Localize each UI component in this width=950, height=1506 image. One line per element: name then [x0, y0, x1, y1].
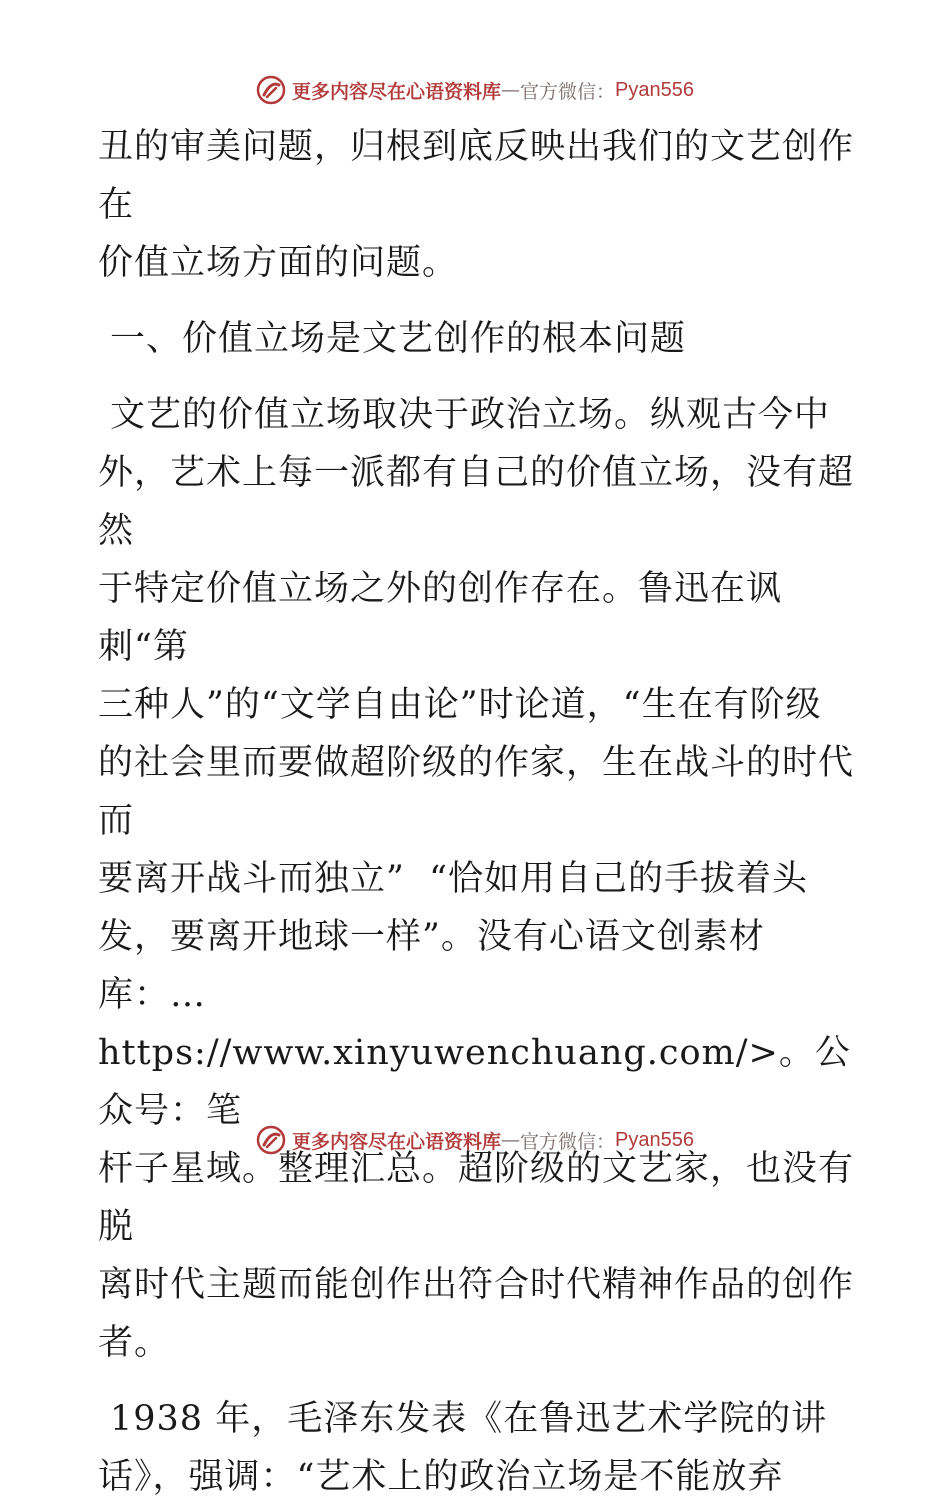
banner-wechat-label: 官方微信：	[520, 1130, 616, 1153]
banner-slogan: 更多内容尽在心语资料库	[292, 80, 502, 103]
paragraph-1	[98, 118, 858, 292]
banner-wechat-label: 官方微信：	[520, 80, 616, 103]
text-line: 的社会里而要做超阶级的作家，生在战斗的时代而	[98, 743, 855, 841]
text-line: 发，要离开地球一样”。没有心语文创素材库：…	[98, 917, 765, 1015]
text-line: 杆子星域。整理汇总。超阶级的文艺家，也没有脱	[98, 1149, 855, 1247]
text-line: 1938 年，毛泽东发表《在鲁迅艺术学院的讲	[110, 1399, 828, 1439]
text-line: 价值立场方面的问题。	[98, 243, 459, 283]
text-line: 文艺的价值立场取决于政治立场。纵观古今中	[110, 395, 831, 435]
text-line: 话》，强调：“艺术上的政治立场是不能放弃	[98, 1457, 784, 1497]
banner-wechat-id: Pyan556	[615, 78, 694, 101]
banner-slogan: 更多内容尽在心语资料库	[292, 1130, 502, 1153]
text-line: https://www.xinyuwenchuang.com/>。公众号：笔	[98, 1033, 851, 1131]
text-line: 离时代主题而能创作出符合时代精神作品的创作	[98, 1265, 855, 1305]
document-body	[98, 118, 858, 1506]
paragraph-2	[98, 386, 858, 1372]
text-line: 外，艺术上每一派都有自己的价值立场，没有超然	[98, 453, 855, 551]
text-line: 者。	[98, 1323, 171, 1363]
banner-dash: —	[501, 79, 521, 101]
paragraph-3	[98, 1390, 858, 1506]
section-heading: 一、价值立场是文艺创作的根本问题	[110, 319, 687, 359]
text-line: 三种人”的“文学自由论”时论道，“生在有阶级	[98, 685, 822, 725]
header-banner	[0, 70, 950, 110]
banner-dash: —	[501, 1129, 521, 1151]
footer-banner	[0, 1120, 950, 1160]
text-line: 丑的审美问题，归根到底反映出我们的文艺创作在	[98, 127, 855, 225]
text-line: 于特定价值立场之外的创作存在。鲁迅在讽刺“第	[98, 569, 783, 667]
brand-logo-icon	[256, 75, 286, 105]
text-line: 要离开战斗而独立” “恰如用自己的手拔着头	[98, 859, 809, 899]
brand-logo-icon	[256, 1125, 286, 1155]
banner-wechat-id: Pyan556	[615, 1128, 694, 1151]
